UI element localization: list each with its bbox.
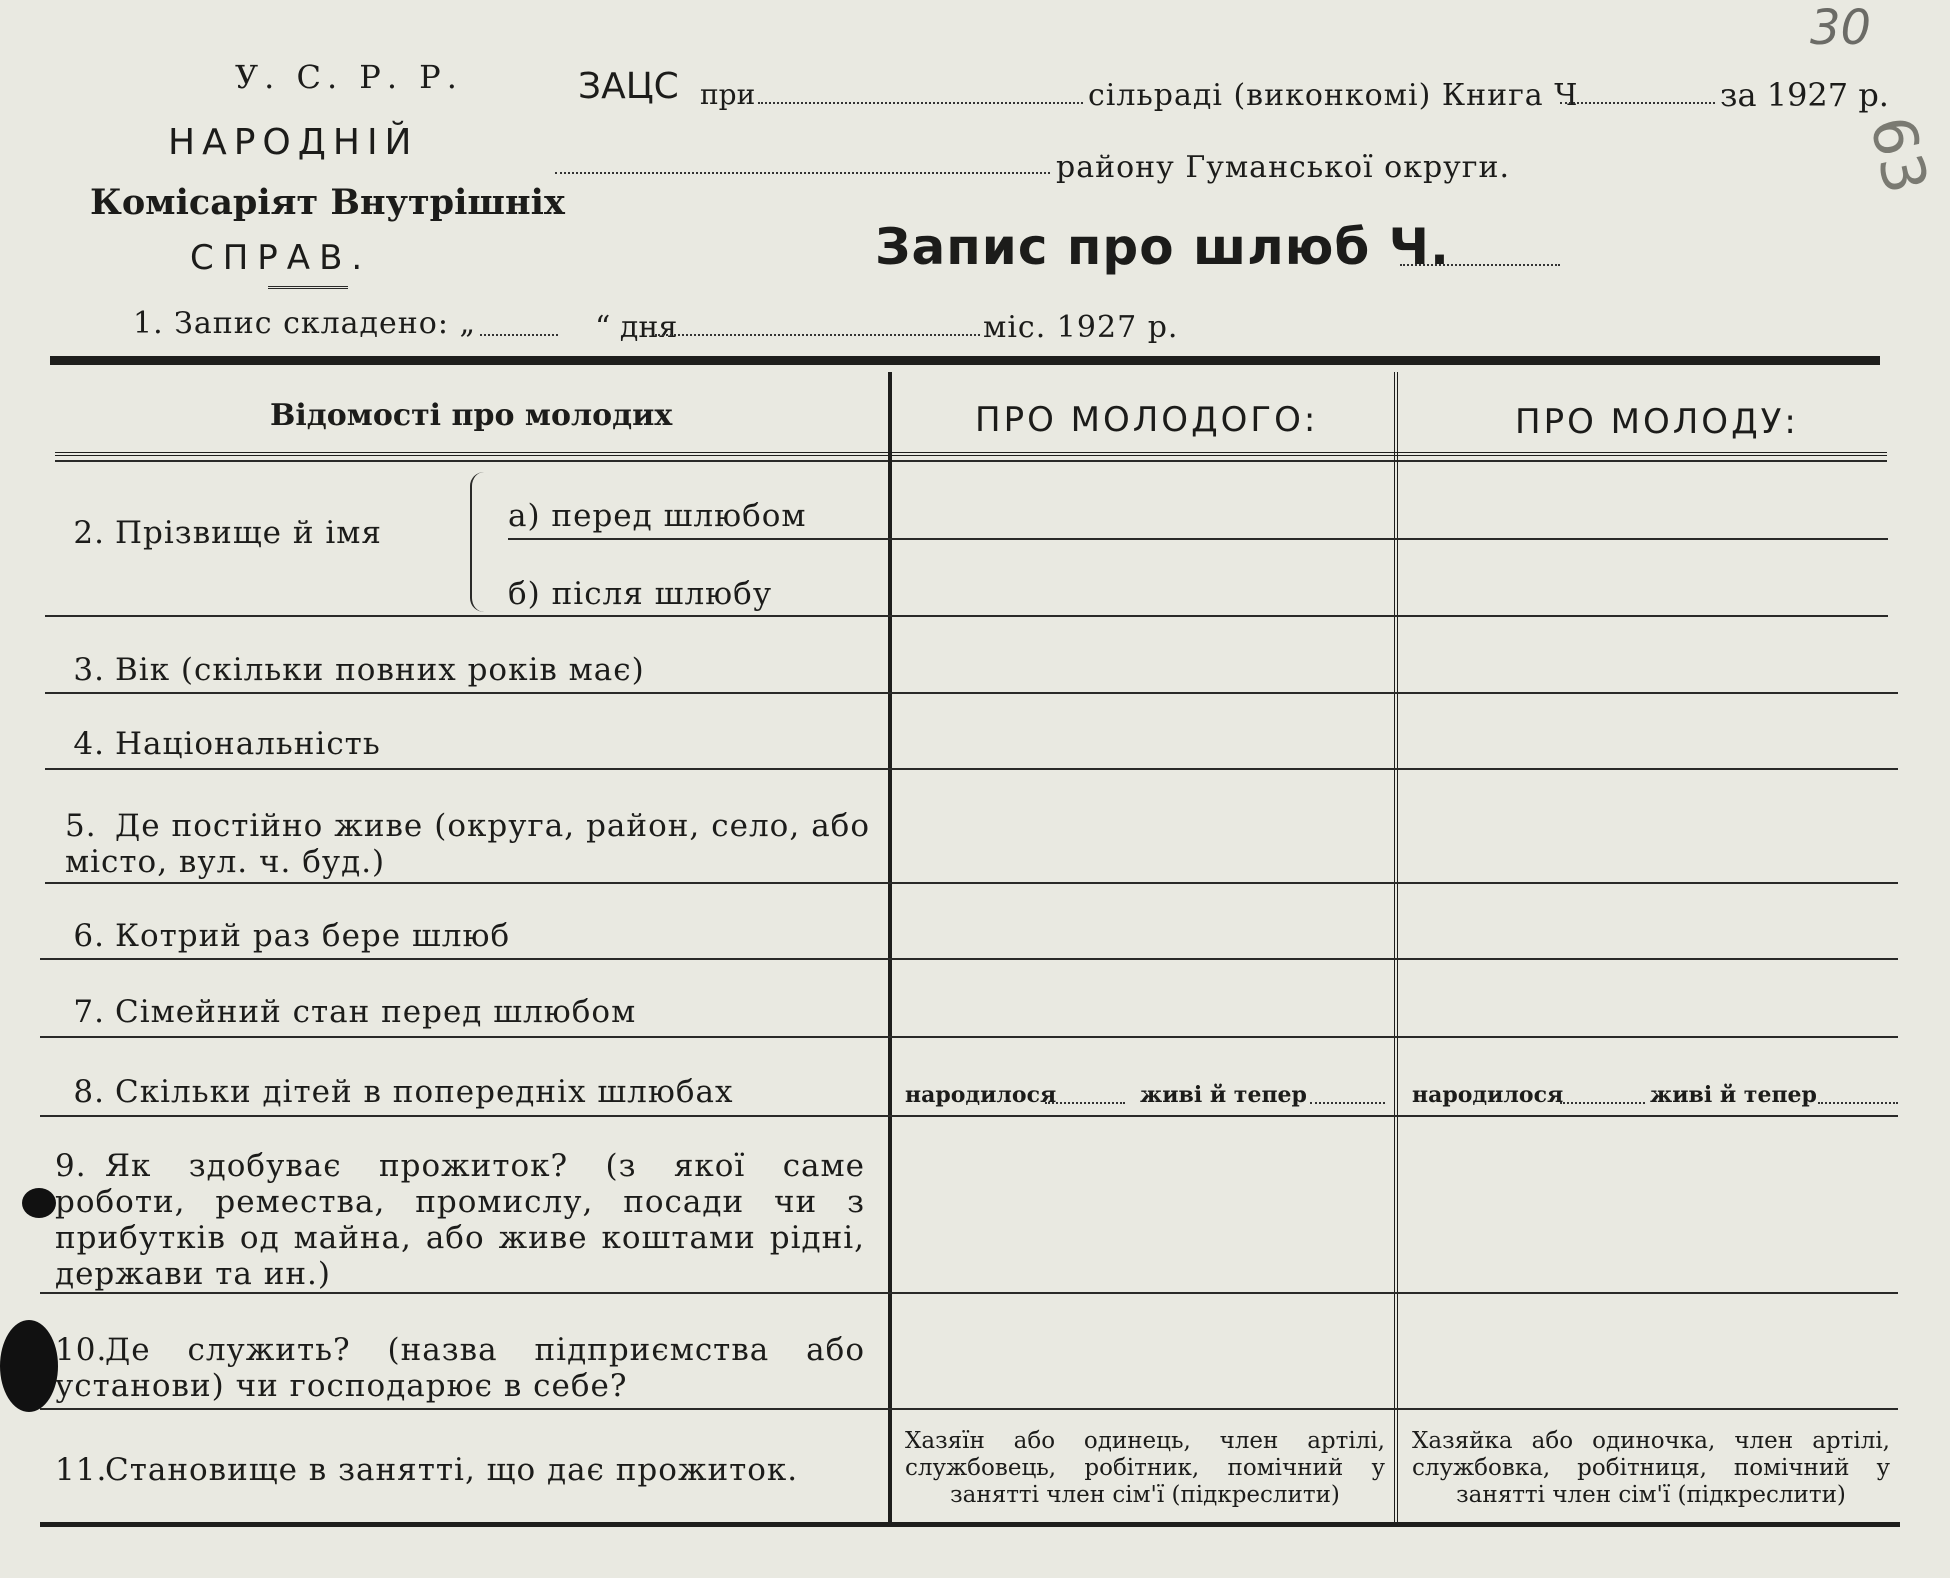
q2-label: Прізвище й імя [115,515,382,551]
q11-label: Становище в занятті, що дає прожиток. [105,1452,799,1488]
q9-line [40,1292,1898,1294]
record-day-label: “ дня [595,310,678,345]
column-header-bride: ПРО МОЛОДУ: [1515,402,1799,442]
q3-line [45,692,1898,694]
column-divider-bride [1394,372,1404,1527]
q2b-label: б) після шлюбу [508,576,773,612]
punch-hole-top [22,1188,56,1218]
header-bottom-rule-2 [55,460,1887,462]
q5-number: 5. [65,808,97,844]
rayon-name-field[interactable] [555,172,1050,174]
q10-line [40,1408,1898,1410]
record-month-field[interactable] [655,334,980,336]
q2-number: 2. [73,515,105,551]
q8-number: 8. [73,1074,105,1110]
q11-number: 11. [55,1452,108,1488]
q4-label: Національність [115,726,381,762]
pri-label: при [700,78,756,111]
book-year-label: за 1927 р. [1720,76,1889,114]
table-top-rule [50,356,1880,365]
record-number-field[interactable] [1400,264,1560,266]
q2a-line [508,538,1888,540]
q2-row [65,515,382,551]
ministry-line-3: СПРАВ. [190,238,372,278]
q10-row [55,1332,865,1404]
q6-line [40,958,1898,960]
record-day-field[interactable] [480,334,558,336]
page-number: 30 [1810,0,1872,56]
bride-children-alive-field[interactable] [1818,1102,1898,1104]
silrada-label: сільраді (виконкомі) Книга Ч [1088,78,1579,113]
q11-row [55,1452,798,1488]
q10-number: 10. [55,1332,108,1368]
column-header-groom: ПРО МОЛОДОГО: [975,400,1319,440]
table-bottom-rule [40,1522,1900,1527]
q5-line [45,882,1898,884]
groom-children-born-label: народилося [905,1082,1057,1108]
bride-children-born-label: народилося [1412,1082,1564,1108]
q9-number: 9. [55,1148,87,1184]
groom-children-alive-field[interactable] [1310,1102,1385,1104]
document-title: Запис про шлюб Ч. [875,218,1451,276]
q3-label: Вік (скільки повних років має) [115,652,645,688]
q4-row [65,726,381,762]
q2-brace [470,472,486,612]
groom-children-born-field[interactable] [1045,1102,1125,1104]
zags-label: ЗАЦС [578,66,679,107]
q7-row [65,994,636,1030]
q8-row [65,1074,733,1110]
q2a-label: а) перед шлюбом [508,498,807,534]
page-number-secondary: 63 [1856,110,1941,200]
bride-children-alive-label: живі й тепер [1650,1082,1817,1108]
ussr-header: У. С. Р. Р. [235,58,463,96]
q7-line [40,1036,1898,1038]
header-bottom-rule [55,452,1887,456]
q5-row [65,808,870,880]
column-divider-groom [888,372,892,1527]
q3-row [65,652,645,688]
q9-row [55,1148,865,1292]
q10-label: Де служить? (назва підприємства або установи) чи господарює в себе? [55,1332,865,1404]
q6-label: Котрий раз бере шлюб [115,918,511,954]
punch-hole-bottom [0,1320,58,1412]
ministry-underline [268,286,348,289]
q7-label: Сімейний стан перед шлюбом [115,994,637,1030]
rayon-label: району Гуманської округи. [1056,150,1511,185]
groom-occupation-options[interactable]: Хазяїн або одинець, член артілі, службовець, робітник, помічний у занятті член сім'ї (підкреслити) [905,1428,1385,1508]
bride-children-born-field[interactable] [1560,1102,1645,1104]
q8-label: Скільки дітей в попередніх шлюбах [115,1074,734,1110]
column-header-info: Відомості про молодих [270,398,673,433]
bride-occupation-options[interactable]: Хазяйка або одиночка, член артілі, службовка, робітниця, помічний у занятті член сім'ї (підкреслити) [1412,1428,1890,1508]
q7-number: 7. [73,994,105,1030]
ministry-line-1: НАРОДНІЙ [168,122,419,163]
q6-number: 6. [73,918,105,954]
q2b-line [45,615,1888,617]
q4-number: 4. [73,726,105,762]
book-number-field[interactable] [1560,102,1715,104]
groom-children-alive-label: живі й тепер [1140,1082,1307,1108]
silrada-name-field[interactable] [758,102,1083,104]
q3-number: 3. [73,652,105,688]
record-made-prefix: 1. Запис складено: „ [133,306,477,341]
q8-line [40,1115,1898,1117]
q6-row [65,918,510,954]
q5-label: Де постійно живе (округа, район, село, або місто, вул. ч. буд.) [65,808,870,880]
q4-line [45,768,1898,770]
record-month-label: міс. 1927 р. [983,310,1179,345]
ministry-line-2: Комісаріят Внутрішніх [90,182,565,223]
q9-label: Як здобуває прожиток? (з якої саме роботи, ремества, промислу, посади чи з прибутків од майна, або живе коштами рідні, держави та ин.) [55,1148,865,1292]
